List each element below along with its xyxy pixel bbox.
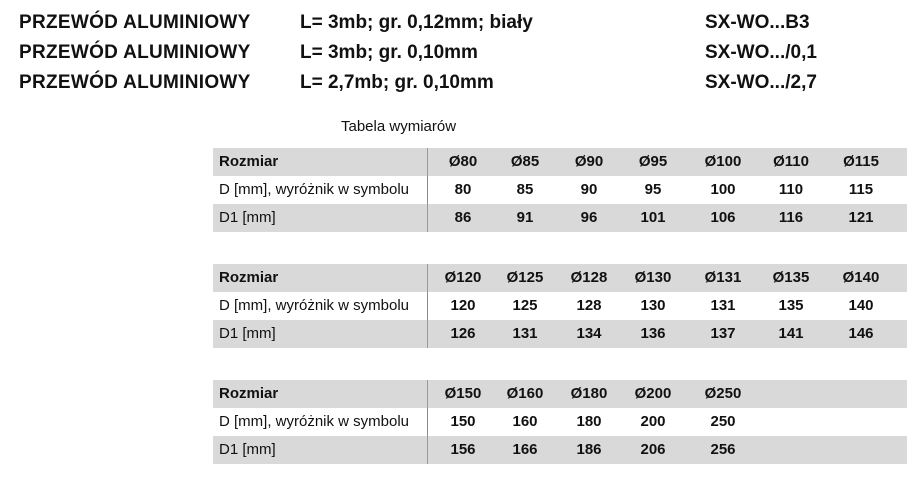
d-cell: 160	[512, 413, 538, 430]
size-cell: Ø160	[506, 385, 544, 402]
size-cell: Ø100	[704, 153, 742, 170]
d1-cell: 121	[848, 209, 874, 226]
d-cell: 200	[640, 413, 666, 430]
d-cell: 140	[848, 297, 874, 314]
table-row-d	[213, 176, 907, 204]
product-name: PRZEWÓD ALUMINIOWY	[19, 12, 251, 33]
column-divider	[427, 436, 428, 464]
d1-cell: 126	[450, 325, 476, 342]
product-code: SX-WO...B3	[705, 12, 810, 33]
table-row-d	[213, 408, 907, 436]
d1-cell: 101	[640, 209, 666, 226]
column-divider	[427, 380, 428, 408]
row-label-d: D [mm], wyróżnik w symbolu	[219, 181, 410, 198]
size-cell: Ø90	[574, 153, 604, 170]
table-row-d1	[213, 436, 907, 464]
d-cell: 250	[710, 413, 736, 430]
row-label-size: Rozmiar	[219, 153, 279, 170]
d1-cell: 206	[640, 441, 666, 458]
product-line-3	[19, 72, 899, 102]
size-cell: Ø250	[704, 385, 742, 402]
column-divider	[427, 204, 428, 232]
row-label-d: D [mm], wyróżnik w symbolu	[219, 297, 410, 314]
table-row-d1	[213, 204, 907, 232]
column-divider	[427, 264, 428, 292]
dimension-table-1	[213, 148, 907, 232]
d-cell: 180	[576, 413, 602, 430]
d1-cell: 106	[710, 209, 736, 226]
size-cell: Ø95	[638, 153, 668, 170]
product-spec: L= 2,7mb; gr. 0,10mm	[300, 72, 494, 93]
d-cell: 120	[450, 297, 476, 314]
d-cell: 90	[580, 181, 598, 198]
size-cell: Ø131	[704, 269, 742, 286]
size-cell: Ø120	[444, 269, 482, 286]
dimension-table-2	[213, 264, 907, 348]
d-cell: 95	[644, 181, 662, 198]
d1-cell: 91	[516, 209, 534, 226]
row-label-d1: D1 [mm]	[219, 441, 276, 458]
row-label-size: Rozmiar	[219, 385, 279, 402]
d1-cell: 186	[576, 441, 602, 458]
product-spec: L= 3mb; gr. 0,10mm	[300, 42, 478, 63]
size-cell: Ø140	[842, 269, 880, 286]
column-divider	[427, 148, 428, 176]
size-cell: Ø200	[634, 385, 672, 402]
d1-cell: 166	[512, 441, 538, 458]
product-spec: L= 3mb; gr. 0,12mm; biały	[300, 12, 533, 33]
size-cell: Ø128	[570, 269, 608, 286]
row-label-size: Rozmiar	[219, 269, 279, 286]
d-cell: 131	[710, 297, 736, 314]
table-row-d	[213, 292, 907, 320]
size-cell: Ø130	[634, 269, 672, 286]
column-divider	[427, 408, 428, 436]
size-cell: Ø115	[843, 153, 879, 170]
size-cell: Ø135	[772, 269, 810, 286]
size-cell: Ø150	[444, 385, 482, 402]
d1-cell: 86	[454, 209, 472, 226]
column-divider	[427, 176, 428, 204]
d-cell: 130	[640, 297, 666, 314]
d-cell: 80	[454, 181, 472, 198]
product-line-2	[19, 42, 899, 72]
d-cell: 100	[710, 181, 736, 198]
d1-cell: 136	[640, 325, 666, 342]
d-cell: 128	[576, 297, 602, 314]
size-cell: Ø85	[510, 153, 540, 170]
table-caption: Tabela wymiarów	[341, 118, 457, 135]
d-cell: 125	[512, 297, 538, 314]
size-cell: Ø125	[506, 269, 544, 286]
product-code: SX-WO.../0,1	[705, 42, 817, 63]
d1-cell: 141	[778, 325, 804, 342]
column-divider	[427, 320, 428, 348]
table-row-d1	[213, 320, 907, 348]
d-cell: 110	[778, 181, 804, 198]
row-label-d1: D1 [mm]	[219, 209, 276, 226]
size-cell: Ø110	[773, 153, 809, 170]
d-cell: 115	[848, 181, 874, 198]
d1-cell: 256	[710, 441, 736, 458]
d1-cell: 146	[848, 325, 874, 342]
table-row-size	[213, 380, 907, 408]
product-name: PRZEWÓD ALUMINIOWY	[19, 42, 251, 63]
table-row-size	[213, 264, 907, 292]
product-line-1	[19, 12, 899, 42]
d1-cell: 96	[580, 209, 598, 226]
d-cell: 85	[516, 181, 534, 198]
size-cell: Ø80	[448, 153, 478, 170]
row-label-d: D [mm], wyróżnik w symbolu	[219, 413, 410, 430]
d1-cell: 116	[778, 209, 804, 226]
product-name: PRZEWÓD ALUMINIOWY	[19, 72, 251, 93]
size-cell: Ø180	[570, 385, 608, 402]
d-cell: 135	[778, 297, 804, 314]
dimension-table-3	[213, 380, 907, 464]
product-header	[19, 12, 899, 102]
d1-cell: 134	[576, 325, 602, 342]
column-divider	[427, 292, 428, 320]
d1-cell: 131	[512, 325, 538, 342]
row-label-d1: D1 [mm]	[219, 325, 276, 342]
table-row-size	[213, 148, 907, 176]
d-cell: 150	[450, 413, 476, 430]
d1-cell: 156	[450, 441, 476, 458]
d1-cell: 137	[710, 325, 736, 342]
product-code: SX-WO.../2,7	[705, 72, 817, 93]
